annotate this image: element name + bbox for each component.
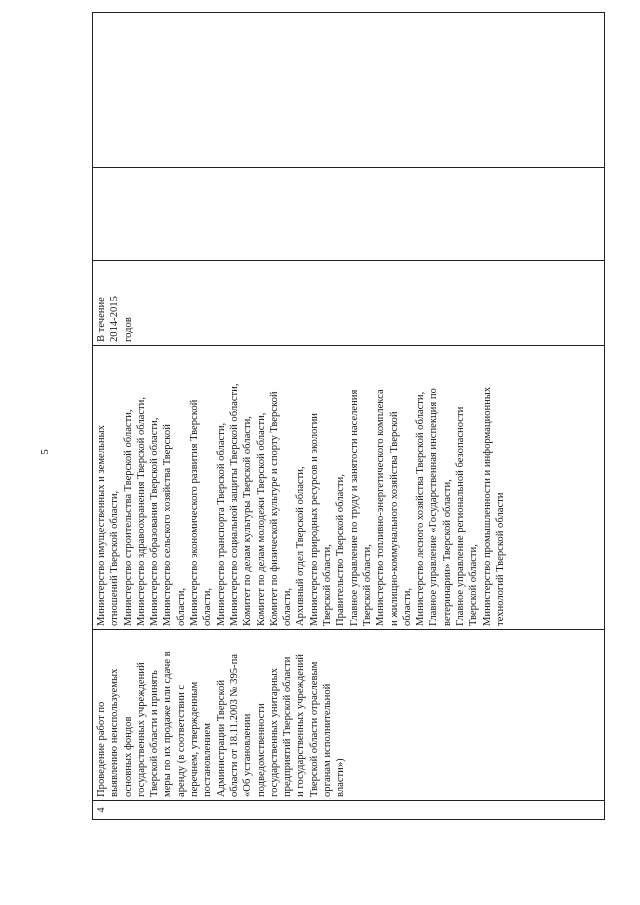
executor-line: Министерство лесного хозяйства Тверской области,	[415, 391, 427, 626]
event-line: государственных унитарных	[268, 667, 280, 797]
event-line: подведомственности	[255, 703, 267, 797]
event-line: выявлению неиспользуемых	[109, 668, 121, 797]
event-line: Тверской области и принять	[149, 670, 161, 797]
executor-line: технологий Тверской области	[494, 492, 506, 626]
event-line: органам исполнительной	[322, 683, 334, 797]
event-line: и государственных учреждений	[295, 654, 307, 797]
executor-line: Министерство природных ресурсов и экологии	[308, 413, 320, 626]
executor-line: области,	[202, 587, 214, 626]
event-line: власти»)	[335, 758, 347, 797]
event-line: Тверской области отраслевым	[308, 661, 320, 797]
term-line: 2014-2015	[109, 296, 121, 342]
executor-line: Министерство сельского хозяйства Тверской	[162, 424, 174, 626]
executor-line: Министерство топливно-энергетического комплекса	[375, 389, 387, 626]
event-line: предприятий Тверской области	[282, 656, 294, 797]
executor-line: области,	[401, 587, 413, 626]
executor-line: Тверской области,	[361, 544, 373, 626]
executor-line: и жилищно-коммунального хозяйства Тверской	[388, 411, 400, 626]
executor-line: Тверской области,	[322, 544, 334, 626]
event-line: Проведение работ по	[96, 701, 107, 797]
executor-line: Министерство здравоохранения Тверской области,	[135, 396, 147, 626]
executor-line: Министерство имущественных и земельных	[96, 425, 107, 626]
executor-line: Министерство промышленности и информационных	[481, 386, 493, 626]
event-line: Администрации Тверской	[215, 679, 227, 797]
executor-line: Министерство социальной защиты Тверской области,	[228, 383, 240, 626]
term-cell	[93, 261, 605, 346]
empty-cell	[93, 13, 605, 168]
executor-line: Министерство строительства Тверской области,	[122, 409, 134, 626]
executor-line: Главное управление региональной безопасности	[455, 406, 467, 626]
event-line: «Об установлении	[242, 713, 254, 797]
executor-line: области,	[282, 587, 294, 626]
executor-line: Архивный отдел Тверской области,	[295, 466, 307, 626]
executor-line: Министерство образования Тверской области,	[149, 417, 161, 626]
empty-cell	[93, 168, 605, 261]
executor-line: Министерство транспорта Тверской области,	[215, 422, 227, 626]
event-line: государственных учреждений	[135, 662, 147, 797]
event-line: аренду (в соответствии с	[175, 684, 187, 797]
executor-line: Комитет по физической культуре и спорту Тверской	[268, 391, 280, 626]
term-line: В течение	[96, 297, 107, 342]
executor-line: Комитет по делам культуры Тверской области,	[242, 416, 254, 626]
row-number-cell: 4	[93, 801, 605, 820]
executor-line: области,	[175, 587, 187, 626]
executor-line: Главное управление по труду и занятости населения	[348, 389, 360, 626]
measures-table	[92, 12, 605, 820]
event-line: меры по их продаже или сдаче в	[162, 651, 174, 797]
executor-line: Комитет по делам молодежи Тверской области,	[255, 412, 267, 626]
executor-line: Главное управление «Государственная инспекция по	[428, 388, 440, 626]
event-description-cell	[93, 630, 605, 801]
event-line: основных фондов	[122, 716, 134, 797]
term-line: годов	[122, 317, 134, 342]
executor-line: Тверской области,	[468, 544, 480, 626]
executor-line: Правительство Тверской области,	[335, 474, 347, 626]
event-line: области от 18.11.2003 № 395-па	[228, 654, 240, 797]
executor-line: Министерство экономического развития Тверской	[189, 399, 201, 626]
executor-line: отношений Тверской области,	[109, 490, 121, 626]
executors-cell	[93, 346, 605, 630]
event-line: постановлением	[202, 723, 214, 797]
page-number: 5	[38, 449, 51, 455]
table-row	[93, 13, 605, 820]
executor-line: ветеринарии» Тверской области,	[441, 479, 453, 626]
event-line: перечнем, утвержденным	[189, 681, 201, 797]
